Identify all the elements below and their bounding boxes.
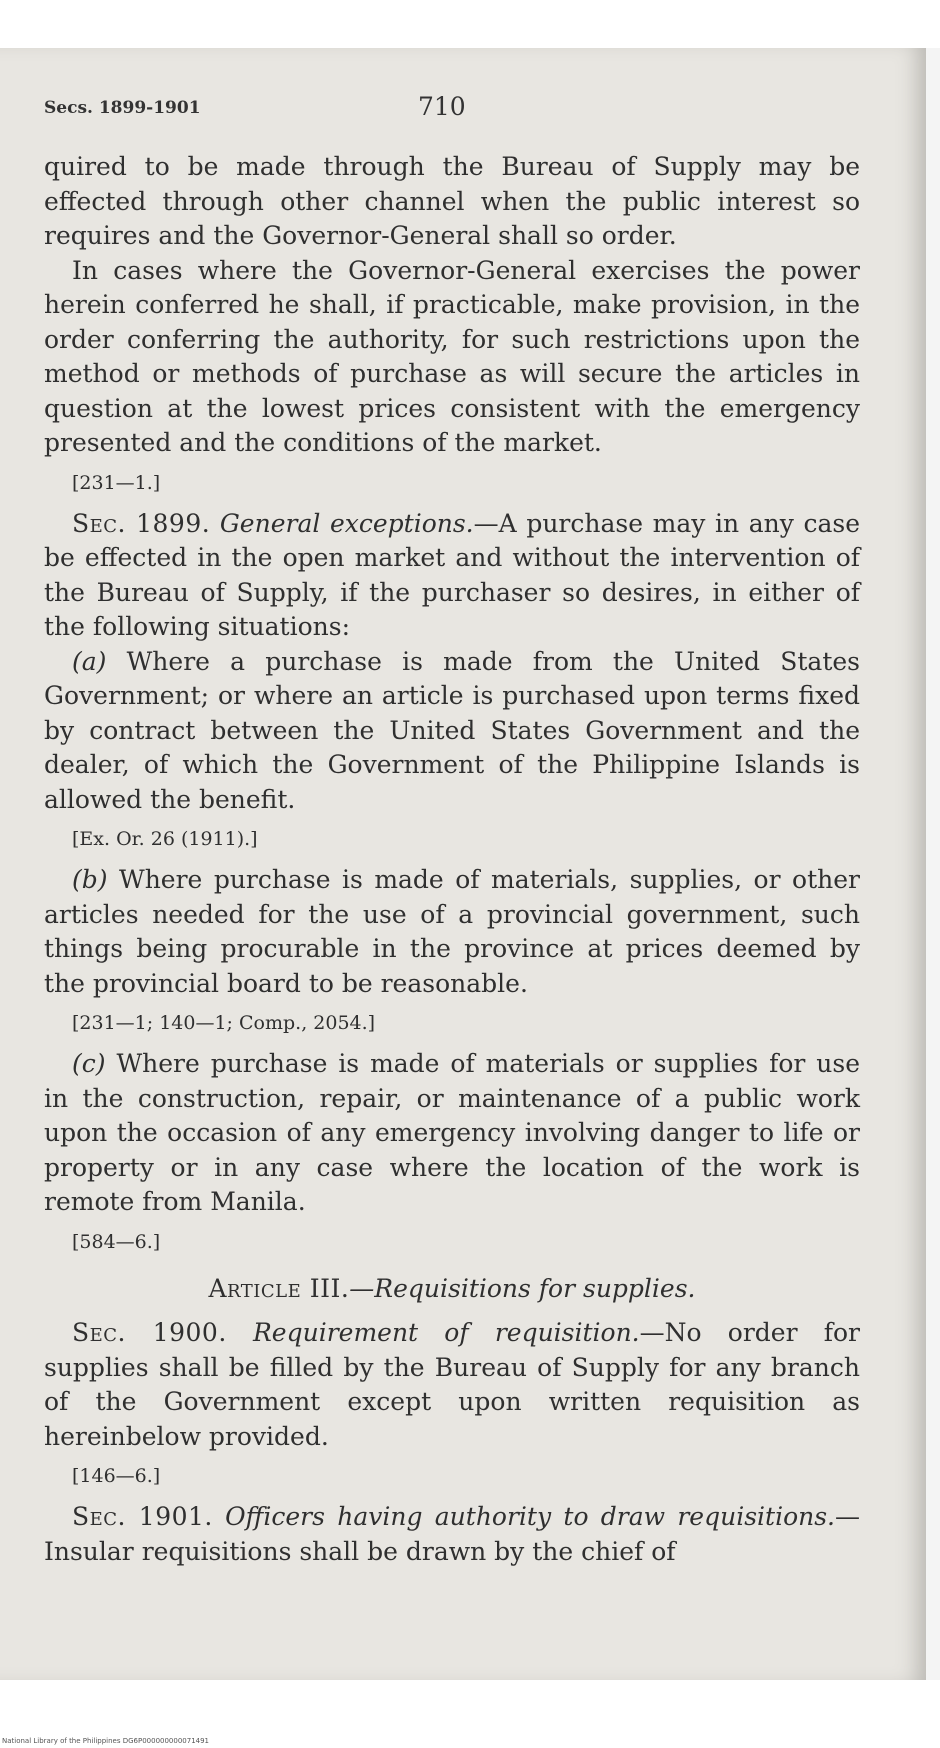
- section-text: —A purchase may in any case be effected in the open market and without the intervention of the Bureau of Supply, if the purchaser so desires, in either of the following situations:: [44, 508, 861, 641]
- clause-text: Where a purchase is made from the United States Government; or where an article is purchased upon terms fixed by contract between the United States Government and the dealer, of which the Government of the Philippine Islands is allowed the benefit.: [44, 646, 860, 814]
- page-edge: [926, 48, 940, 1680]
- clause-label: (c): [72, 1049, 106, 1078]
- section-number: Sec. 1899.: [72, 508, 211, 538]
- section-title: General exceptions.: [219, 508, 474, 538]
- article-heading: [44, 1272, 860, 1307]
- clause-c: [44, 1047, 860, 1220]
- section-range-header: Secs. 1899-1901: [44, 98, 201, 118]
- section-text: —No order for supplies shall be filled by the Bureau of Supply for any branch of the Government except upon written requisition as hereinbelow provided.: [44, 1318, 860, 1451]
- clause-label: (a): [72, 646, 107, 676]
- section-text: —Insular requisitions shall be drawn by the chief of: [44, 1502, 860, 1566]
- clause-a: [44, 645, 860, 818]
- clause-text: Where purchase is made of materials, supplies, or other articles needed for the use of a provincial government, such things being procurable in the province at prices deemed by the provincial board to be reasonable.: [44, 865, 860, 998]
- section-1900: [44, 1316, 860, 1454]
- section-1901: [44, 1500, 860, 1569]
- section-title: Requirement of requisition.: [252, 1318, 640, 1347]
- citation: [146—6.]: [72, 1465, 161, 1487]
- clause-b: [44, 863, 860, 1001]
- clause-label: (b): [72, 865, 108, 894]
- paragraph-continuation: quired to be made through the Bureau of Supply may be effected through other channel when the public interest so requires and the Governor-General shall so order.: [44, 152, 860, 250]
- citation: [Ex. Or. 26 (1911).]: [72, 828, 258, 850]
- page-number: 710: [418, 92, 466, 121]
- section-1899: [44, 507, 860, 645]
- section-number: Sec. 1900.: [72, 1318, 227, 1347]
- page-body: [44, 150, 860, 1569]
- article-label: Article III.: [208, 1273, 350, 1303]
- paragraph-governor-power: In cases where the Governor-General exercises the power herein conferred he shall, if practicable, make provision, in the order conferring the authority, for such restrictions upon the method or methods of purchase as will secure the articles in question at the lowest prices consistent with the emergency presented and the conditions of the market.: [44, 255, 860, 457]
- clause-text: Where purchase is made of materials or supplies for use in the construction, repair, or maintenance of a public work upon the occasion of any emergency involving danger to life or property or in any case where the location of the work is remote from Manila.: [44, 1049, 860, 1216]
- scan-footer: National Library of the Philippines DG6P000000000071491: [2, 1737, 210, 1745]
- citation: [584—6.]: [72, 1230, 161, 1253]
- citation: [231—1.]: [72, 471, 161, 494]
- section-number: Sec. 1901.: [72, 1502, 213, 1531]
- section-title: Officers having authority to draw requisitions.: [225, 1502, 835, 1531]
- citation: [231—1; 140—1; Comp., 2054.]: [72, 1012, 376, 1034]
- article-title: —Requisitions for supplies.: [349, 1273, 696, 1303]
